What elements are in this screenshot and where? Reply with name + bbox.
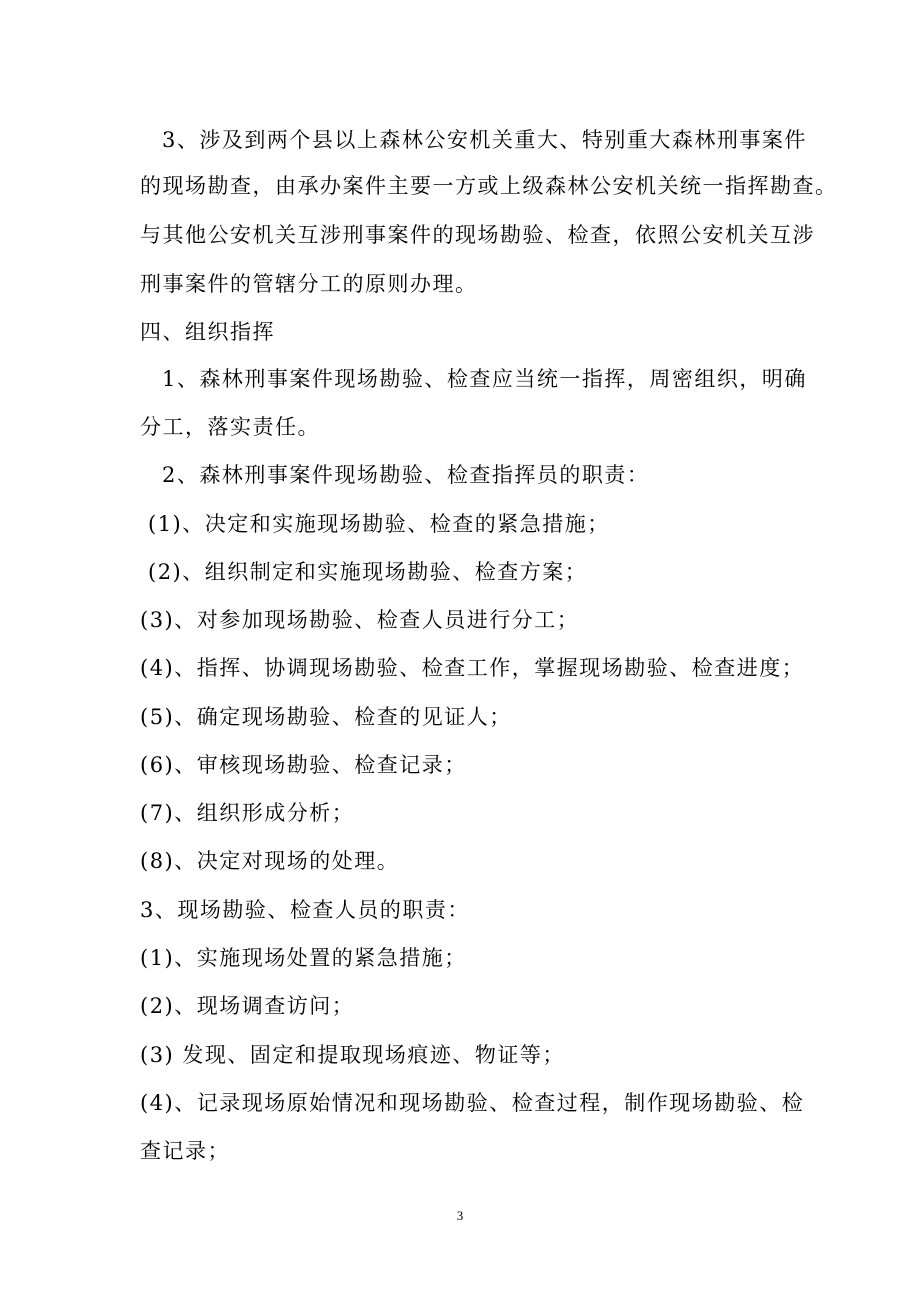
list-item: (3) 发现、固定和提取现场痕迹、物证等； [140, 1043, 565, 1067]
text-line: 刑事案件的管辖分工的原则办理。 [140, 272, 478, 296]
page-number: 3 [456, 1208, 464, 1223]
list-item: (2)、现场调查访问； [140, 994, 355, 1018]
text-line: 与其他公安机关互涉刑事案件的现场勘验、检查，依照公安机关互涉 [140, 223, 815, 247]
text-line: 的现场勘查，由承办案件主要一方或上级森林公安机关统一指挥勘查。 [140, 174, 838, 198]
list-item: (4)、指挥、协调现场勘验、检查工作，掌握现场勘验、检查进度； [140, 656, 805, 680]
list-item: (6)、审核现场勘验、检查记录； [140, 753, 467, 777]
list-item: (2)、组织制定和实施现场勘验、检查方案； [148, 560, 588, 584]
text-line: 分工，落实责任。 [140, 415, 320, 439]
text-line: 2、森林刑事案件现场勘验、检查指挥员的职责： [162, 463, 650, 487]
list-item: (1)、决定和实施现场勘验、检查的紧急措施； [148, 512, 610, 536]
list-item: (1)、实施现场处置的紧急措施； [140, 946, 467, 970]
list-item: (4)、记录现场原始情况和现场勘验、检查过程，制作现场勘验、检 [140, 1091, 805, 1115]
text-line: 3、涉及到两个县以上森林公安机关重大、特别重大森林刑事案件 [162, 128, 807, 152]
list-item: (7)、组织形成分析； [140, 801, 355, 825]
list-item: (8)、决定对现场的处理。 [140, 849, 400, 873]
text-line: 查记录； [140, 1139, 230, 1163]
list-item: (5)、确定现场勘验、检查的见证人； [140, 705, 512, 729]
section-heading: 四、组织指挥 [140, 320, 275, 344]
list-item: (3)、对参加现场勘验、检查人员进行分工； [140, 608, 580, 632]
text-line: 3、现场勘验、检查人员的职责： [140, 898, 470, 922]
text-line: 1、森林刑事案件现场勘验、检查应当统一指挥，周密组织，明确 [162, 367, 807, 391]
